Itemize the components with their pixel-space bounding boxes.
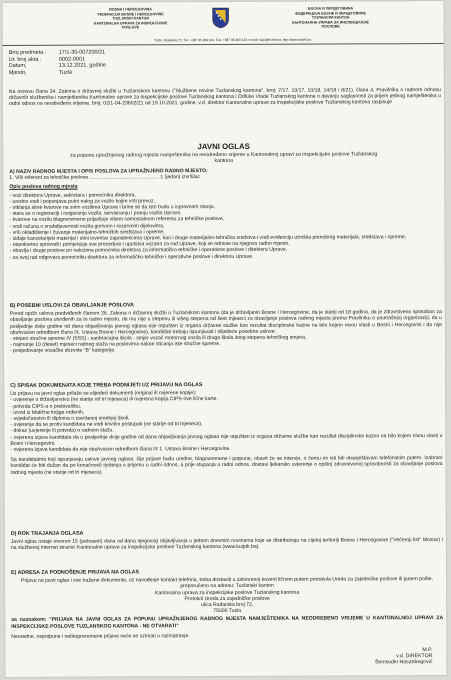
envelope-note: sa naznakom: "PRIJAVA NA JAVNI OGLAS ZA POPUNU UPRAŽNJENOG RADNOG MJESTA NAMJEŠTENIKA NA NEODREĐENO VRIJEME U KANTONALNOJ UPRAVI ZA INSPEKCIJSKE POSLOVE TUZLANSKOG KANTONA - NE OTVARATI" <box>11 615 444 630</box>
section-c-after: Sa kandidatima koji ispunjavaju uslove javnog oglasa, čije prijave budu uredne, blagovremene i potpune, obavit će se intervju, o čemu će isti biti obavještavani telefonskim putem. Izabrani kandidat će biti dužan da po konačnosti rješenja o prijemu u radni odnos, a prije stupanja u radni odnos, dostavi ljekarsko uvjerenje o opštoj zdravstvenoj sposobnosti za obavljanje poslova radnog mjesta (ne starije od tri mjeseca). <box>10 455 443 476</box>
section-e <box>11 568 443 640</box>
document-metadata <box>9 50 106 77</box>
section-a <box>9 167 441 261</box>
header-line: КАНТОНАЛНА УПРАВА ЗА ИНСПЕКЦИЈСКЕ <box>292 20 370 25</box>
header-line: БОСНА И ХЕРЦЕГОВИНА <box>307 6 354 11</box>
signatory-role: v.d. DIREKTOR <box>396 653 433 660</box>
list-item: - izdaje kancelarijski materijal i sitni inventar zaposlenicima Uprave, kao i druge materijalno-tehnička sredstva i vodi evidenciju utroška potrošnog materijala, sredstava i opreme, <box>9 234 407 242</box>
address-line: Kantonalna uprava za inspekcijske poslove Tuzlanskog kantona <box>155 589 300 596</box>
list-item: - uredno vodi i popunjava putni nalog za vozilo kojim vrši prevoz, <box>9 198 155 205</box>
meta-key: Ur. broj akta : <box>8 56 42 63</box>
list-item: - posjedovanje vozačke dozvole "B" kategorije. <box>10 347 116 355</box>
section-b <box>10 301 442 355</box>
list-item: - ovjerena izjava kandidata da nije obuhvaćen odredbom člana IX 1. Ustava Bosne i Hercegovine. <box>10 446 231 453</box>
position-line: 1. Viši referent za tehničke poslove ................................................. 1 (jedan) izvršilac <box>9 174 201 182</box>
list-item: - potvrda CIPS-a o prebivalištu, <box>10 403 82 410</box>
letterhead-left <box>61 7 201 31</box>
list-item: - uvjerenje da se protiv kandidata ne vodi krivični postupak (ne starije od tri mjeseca), <box>10 421 203 429</box>
document-title: JAVNI OGLAS <box>197 141 250 152</box>
list-item: - otklanja sitne kvarove na svim vozilima Uprave i brine se da isto budu u ispravnom stanju, <box>9 204 215 211</box>
list-item: - za svoj rad odgovara pomoćniku direktora za informatičko-tehničke i operativne poslove i direktoru Uprave. <box>9 253 254 261</box>
meta-key: Broj predmeta : <box>8 49 47 56</box>
list-item: - svjedočanstvo ili diploma o završenoj srednjoj školi, <box>10 415 130 422</box>
list-item: - dokaz (uvjerenje ili potvrda) o radnom stažu, <box>10 427 114 435</box>
list-item: - nepokretno sprovodi i primjenjuje sve procedure i uputstva vezana za rad Uprave, koji se odnose na njegovo radno mjesto, <box>9 240 290 249</box>
section-c <box>10 381 442 476</box>
meta-key: Mjesto, <box>8 69 27 76</box>
header-line: ФЕДЕРАЦИЈА БОСНЕ И ХЕРЦЕГОВИНЕ <box>295 10 366 16</box>
header-line: ПОСЛОВЕ <box>321 24 340 29</box>
section-a-heading: A) NAZIV RADNOG MJESTA I OPIS POSLOVA ZA UPRAŽNJENO RADNO MJESTO: <box>9 168 208 175</box>
meta-value: 0002-0001 <box>58 56 86 63</box>
list-item: - vodi računa o snabdjevenosti vozila gorivom i rezervnim dijelovima, <box>9 222 165 230</box>
address-line: ulica Rudarska broj 72, <box>201 601 254 609</box>
header-line: TUZLANSKI KANTON <box>112 16 149 21</box>
list-item: - uvjerenje o državljanstvu (ne starije od tri mjeseca) ili ovjerena kopija CIPS-ove lične karte, <box>10 396 218 404</box>
letterhead <box>3 1 444 46</box>
list-item: - obavlja i druge poslove po nalozima pomoćnika direktora za informatičko-tehničke i operativne poslove i direktora Uprave, <box>9 247 288 255</box>
duties-heading: Opis poslova radnog mjesta <box>9 184 78 191</box>
list-item: - vrši okladištenje i čuvanje materijalno-tehničkih sredstava i opreme, <box>9 229 165 236</box>
list-item: - stara se o registraciji i osiguranju vozila, servisiranju i pranju vozila Uprave, <box>9 210 182 218</box>
section-d <box>11 529 443 551</box>
list-item: - ovjerena izjava kandidata da u posljednje dvije godine od dana objavljivanja javnog oglasa nije otpušten iz organa državne službe kao rezultat disciplinske kazne na bilo kojem nivou vlasti u Bosni i Hercegovini, <box>10 432 443 447</box>
intro-paragraph: Na osnovu člana 24. Zakona o državnoj službi u Tuzlanskom kantonu ("Službene novine Tuzlanskog kantona", broj: 7/17, 10/17, 10/18, 14/18 i 8/21), člana 4. Pravilnika o radnom odnosu državnih službenika i namještenika Kantonalne uprave za inspekcijske poslove Tuzlanskog kantona i Odluke Vlade Tuzlanskog kantona o davanju saglasnosti za prijem jednog namještenika u radni odnos na neodređeno vrijeme, broj: 02/1-04-23602/21 od 19.10.2021. godine, v.d. direktor Kantonalne uprave za inspekcijske poslove Tuzlanskog kantona raspisuje <box>8 87 441 108</box>
section-e-text: Prijavu na javni oglas i sve tražene dokumente, uz navođenje kontakt telefona, treba dostaviti u zatvorenoj koverti ličnom putem protokola Ureda za zajedničke poslove ili putem pošte, preporučeno na adresu: Tuzlanski kanton <box>21 576 434 590</box>
header-line: ТУЗЛАНСКИ КАНТОН <box>311 15 350 20</box>
section-b-text: Pored općih uslova predviđenih članom 26. Zakona o državnoj službi u Tuzlanskom kantonu (da je državljanin Bosne i Hercegovine, da je stariji od 18 godina, da je zdravstveno sposoban za obavljanje poslova utvrđenih za to radno mjesto, da mu nije u stepenu ili višeg stepena od šest mjeseci za obavljanje poslova radnog mjesta prema Pravilniku o unutrašnjoj organizaciji, da u posljednje dvije godine od dana objavljivanja javnog oglasa nije otpušten iz organa državne službe kao rezultat disciplinske kazne na bilo kojem nivou vlasti u Bosni i Hercegovini i da nije obuhvaćen odredbom člana IX. Ustava Bosne i Hercegovine), kandidati trebaju ispunjavati i slijedeće posebne uslove: <box>9 309 442 336</box>
list-item: - vozi direktora Uprave, sekretara i pomoćnika direktora, <box>9 191 136 199</box>
list-item: - izvod iz Matične knjige rođenih, <box>10 409 85 416</box>
section-d-text: Javni oglas ostaje otvoren 15 (petnaest) dana od dana njegovog objavljivanja u jednim dnevnim novinama koje se distribuiraju na cijeloj teritoriji Bosne i Hercegovine ("Večernji list" Mostar) i na službenoj internet stranici Kantonalne uprave za inspekcijske poslove Tuzlanskog kantona (www.kuiptk.ba). <box>10 537 443 552</box>
document-sheet <box>3 1 447 677</box>
meta-key: Datum, <box>8 63 27 70</box>
meta-value: 17/1-30-007200/21 <box>58 49 106 56</box>
list-item: - stepen stručne spreme IV (SSS) - saobraćajna škola - smjer vozač motornog vozila ili druga škola istog stepena tehničkog smjera, <box>9 334 307 342</box>
final-note: Neuredne, nepotpune i neblagovremene prijave neće se uzimati u razmatranje. <box>11 632 190 640</box>
section-c-heading: C) SPISAK DOKUMENATA KOJE TREBA PODNIJETI UZ PRIJAVU NA OGLAS <box>10 382 203 389</box>
section-b-heading: B) POSEBNI USLOVI ZA OBAVLJANJE POSLOVA <box>9 302 134 309</box>
letterhead-address: Tuzla, Rudarska 72, Tel.: +387 35 369 611, Fax: +387 35 369 613, e-mail: kuip@tk.kim.ba, http://www.kuiptk.ba <box>154 37 312 43</box>
coat-of-arms-icon <box>212 7 230 29</box>
section-d-heading: D) ROK TRAJANJA OGLASA <box>10 530 84 537</box>
meta-value: 13.12.2021. godine <box>58 62 106 69</box>
address-line: 75000 Tuzla <box>213 608 242 615</box>
meta-value: Tuzla <box>58 69 73 76</box>
list-item: - najmanje 10 (deset) mjeseci radnog staža na poslovima nakon sticanja iste stručne spreme, <box>10 341 221 349</box>
list-item: - kvarove na vozilu blagovremeno prijavljuje višem samostalnom referentu za tehničke poslove, <box>9 216 225 224</box>
signature-block <box>375 647 432 666</box>
section-e-heading: E) ADRESA ZA PODNOŠENJE PRIJAVA NA OGLAS <box>11 569 140 576</box>
header-line: POSLOVE <box>121 25 140 30</box>
header-line: FEDERACIJA BOSNE I HERCEGOVINE <box>97 11 164 17</box>
header-line: KANTONALNA UPRAVA ZA INSPEKCIJSKE <box>93 21 168 26</box>
header-line: BOSNA I HERCEGOVINA <box>109 7 152 12</box>
letterhead-right <box>261 6 401 30</box>
address-line: Protokol Ureda za zajedničke poslove <box>184 595 270 602</box>
document-subtitle: za popunu upražnjenog radnog mjesta namještenika na neodređeno vrijeme u Kantonalnoj upravi za inspekcijske poslove Tuzlanskog kantona <box>70 151 378 165</box>
section-c-text: Uz prijavu na javni oglas prilaže se slijedeći dokumenti (original ili ovjerene kopije): <box>10 390 197 398</box>
meta-row <box>9 69 106 76</box>
seal-mark: M.P. <box>422 647 433 654</box>
signatory-name: Šemsudin Hasanbegović <box>375 659 433 666</box>
duties-list <box>9 191 441 261</box>
